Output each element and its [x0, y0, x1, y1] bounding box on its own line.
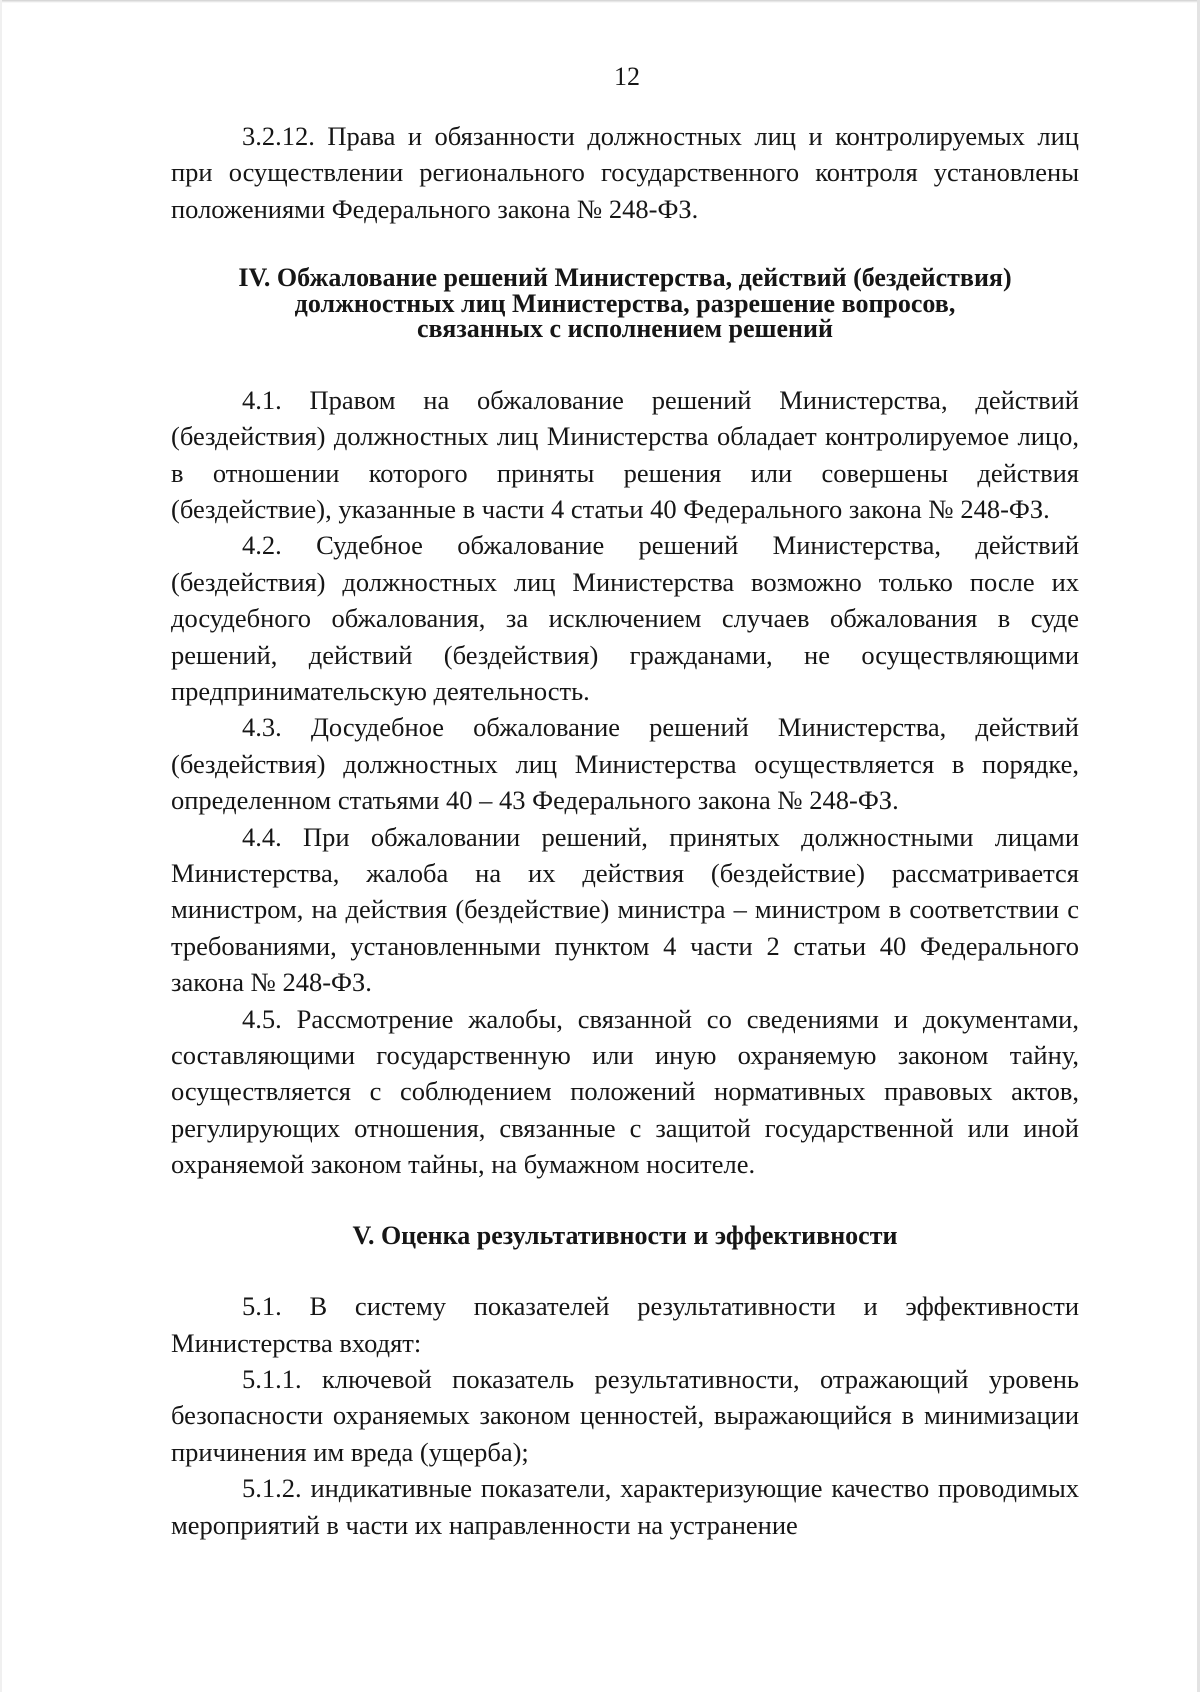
paragraph-4-4: 4.4. При обжаловании решений, принятых должностными лицами Министерства, жалоба на их действия (бездействие) рассматривается министром, на действия (бездействие) министра – министром в соответствии с требованиями, установленными пунктом 4 части 2 статьи 40 Федерального закона № 248-ФЗ. — [171, 821, 1079, 998]
scan-edge-top — [0, 0, 1200, 3]
paragraph-5-1: 5.1. В систему показателей результативности и эффективности Министерства входят: — [171, 1291, 1079, 1358]
document-body — [171, 118, 1079, 1543]
section-4-heading — [171, 265, 1079, 342]
section-4-heading-line-3: связанных с исполнением решений — [417, 314, 833, 344]
paragraph-5-1-2: 5.1.2. индикативные показатели, характеризующие качество проводимых мероприятий в части их направленности на устранение — [171, 1473, 1079, 1540]
paragraph-4-2: 4.2. Судебное обжалование решений Министерства, действий (бездействия) должностных лиц Министерства возможно только после их досудебного обжалования, за исключением случаев обжалования в суде решений, действий (бездействия) гражданами, не осуществляющими предпринимательскую деятельность. — [171, 530, 1079, 706]
paragraph-4-5: 4.5. Рассмотрение жалобы, связанной со сведениями и документами, составляющими государственную или иную охраняемую законом тайну, осуществляется с соблюдением положений нормативных правовых актов, регулирующих отношения, связанные с защитой государственной или иной охраняемой законом тайны, на бумажном носителе. — [171, 1003, 1079, 1180]
section-4-heading-line-2: должностных лиц Министерства, разрешение вопросов, — [294, 288, 956, 318]
section-4-heading-line-1: IV. Обжалование решений Министерства, действий (бездействия) — [238, 263, 1012, 293]
paragraph-4-1: 4.1. Правом на обжалование решений Министерства, действий (бездействия) должностных лиц Министерства обладает контролируемое лицо, в отношении которого приняты решения или совершены действия (бездействие), указанные в части 4 статьи 40 Федерального закона № 248-ФЗ. — [171, 384, 1079, 524]
paragraph-3-2-12: 3.2.12. Права и обязанности должностных лиц и контролируемых лиц при осуществлении регионального государственного контроля установлены положениями Федерального закона № 248-ФЗ. — [171, 121, 1079, 224]
paragraph-5-1-1: 5.1.1. ключевой показатель результативности, отражающий уровень безопасности охраняемых законом ценностей, выражающийся в минимизации причинения им вреда (ущерба); — [171, 1363, 1079, 1467]
paragraph-4-3: 4.3. Досудебное обжалование решений Министерства, действий (бездействия) должностных лиц Министерства осуществляется в порядке, определенном статьями 40 – 43 Федерального закона № 248-ФЗ. — [171, 712, 1079, 816]
scan-edge-left — [0, 0, 2, 1692]
section-5-heading: V. Оценка результативности и эффективности — [352, 1220, 898, 1250]
page-number: 12 — [614, 62, 640, 91]
